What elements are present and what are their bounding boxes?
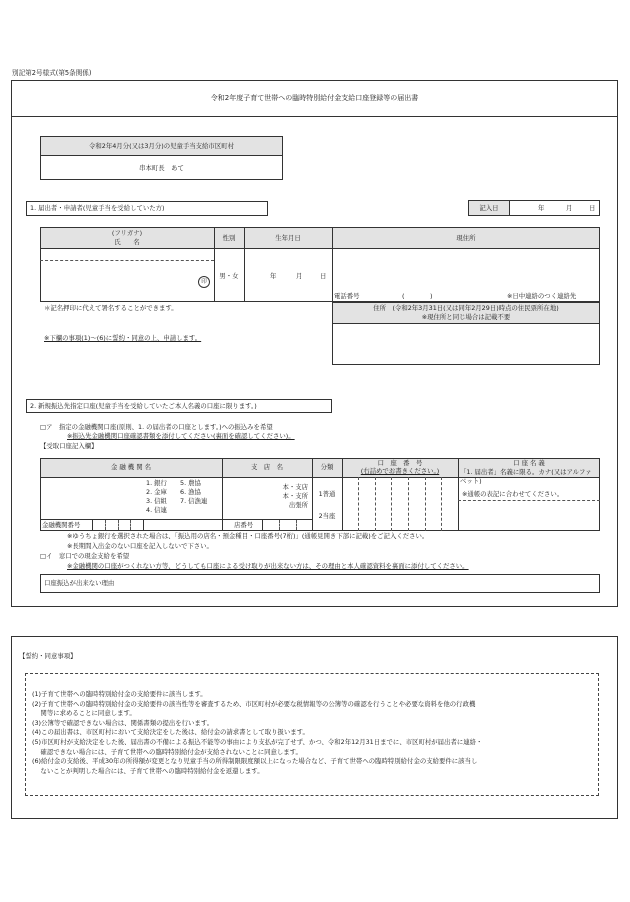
- pledge-item-2-cont: 関等に求めることに同意します。: [32, 709, 136, 718]
- pledge-item-2: (2)子育て世帯への臨時特別給付金の支給要件の該当性等を審査するため、市区町村が必要な税情報等の公簿等の確認を行うことや必要な資料を他の行政機: [32, 699, 476, 708]
- branch-code-label: 店番号: [234, 521, 254, 529]
- bank-type-nokyo[interactable]: 5. 農協: [180, 479, 201, 487]
- municipality-header: 令和2年4月分(又は3月分)の児童手当支給市区町村: [41, 137, 282, 156]
- consent-line: ※下欄の事項(1)〜(6)に誓約・同意の上、申請します。: [44, 334, 202, 342]
- address-input[interactable]: [334, 250, 598, 288]
- municipality-box: [40, 136, 283, 180]
- furigana-label: (フリガナ): [111, 229, 143, 237]
- bank-type-shinren[interactable]: 4. 信連: [146, 506, 167, 514]
- longterm-note: ※長期間入出金のない口座を記入しないで下さい。: [67, 542, 213, 550]
- reason-box[interactable]: [40, 574, 600, 593]
- branch-type-main[interactable]: 本・支店: [282, 483, 308, 491]
- holder-note: 「1. 届出者」名義に限る。カナ(又はアルファベット): [460, 468, 592, 485]
- col-bank: 金 融 機 関 名: [110, 463, 152, 471]
- reason-label: 口座振込が出来ない理由: [44, 579, 115, 587]
- furigana-input[interactable]: [42, 249, 212, 259]
- sex-value[interactable]: 男・女: [219, 272, 239, 280]
- col-branch: 支 店 名: [251, 463, 283, 471]
- date-label: 記入日: [469, 201, 510, 215]
- branch-code-boxes[interactable]: [262, 520, 313, 530]
- bank-type-gyokyo[interactable]: 6. 漁協: [180, 488, 201, 496]
- pledge-item-4: (4)この届出書は、市区町村において支給決定をした後は、給付金の請求書として取り扱います。: [32, 728, 309, 737]
- phone-note: ※日中連絡のつく連絡先: [507, 292, 577, 300]
- date-year[interactable]: 年: [538, 204, 545, 212]
- branch-type-office[interactable]: 本・支所: [282, 492, 308, 500]
- col-number: 口 座 番 号: [377, 459, 423, 467]
- account-number-boxes[interactable]: [342, 477, 458, 531]
- birth-year[interactable]: 年: [270, 272, 277, 280]
- sex-label: 性別: [222, 234, 236, 242]
- phone-label: 電話番号: [334, 292, 360, 300]
- signature-note: ＊記名押印に代えて署名することができます。: [44, 304, 178, 312]
- birth-label: 生年月日: [275, 234, 301, 242]
- bank-type-kinko[interactable]: 2. 金庫: [146, 488, 167, 496]
- birth-day[interactable]: 日: [320, 272, 327, 280]
- account-type-current[interactable]: 2当座: [318, 512, 336, 520]
- municipality-recipient: 串本町長 あて: [139, 164, 184, 172]
- pledge-item-5: (5)市区町村が支給決定をした後、届出書の不備による振込不能等の事由により支払が完了せず、かつ、令和2年12月31日までに、市区町村が届出者に連絡・: [32, 737, 483, 746]
- prev-address-label: 住所 (令和2年3月31日(又は同年2月29日)時点の住民票所在地): [373, 304, 559, 312]
- bank-name-input[interactable]: [42, 479, 142, 517]
- branch-name-input[interactable]: [224, 479, 274, 517]
- phone-paren-close: ): [430, 292, 433, 300]
- pledge-item-5-cont: 確認できない場合には、子育て世帯への臨時特別給付金が支給されないことに同意します。: [32, 747, 302, 756]
- bank-code-boxes[interactable]: [92, 520, 143, 530]
- option-a-note: ※振込先金融機関口座確認書類を添付してください(裏面を確認してください)。: [67, 432, 295, 440]
- col-holder: 口 座 名 義: [513, 459, 545, 467]
- yucho-note: ※ゆうちょ銀行を選択された場合は、「振込用の店名・預金種目・口座番号(7桁)」(通帳見開き下部に記載)をご記入ください。: [67, 532, 429, 540]
- name-label: 氏 名: [114, 238, 140, 246]
- date-day[interactable]: 日: [589, 204, 596, 212]
- bank-code-label: 金融機関番号: [42, 521, 81, 529]
- pledge-item-6: (6)給付金の支給後、平成30年の所得額が変更となり児童手当の所得制限限度額以上になった場合など、子育て世帯への臨時特別給付金の支給要件に該当し: [32, 757, 478, 766]
- pledge-item-1: (1)子育て世帯への臨時特別給付金の支給要件に該当します。: [32, 690, 207, 698]
- form-number: 別記第2号様式(第5条関係): [12, 69, 92, 77]
- bank-type-shinkumi[interactable]: 3. 信組: [146, 497, 167, 505]
- option-a-checkbox[interactable]: □ア 指定の金融機関口座(原則、1. の届出者の口座とします。)への振込みを希望: [40, 423, 273, 431]
- prev-address-input[interactable]: [334, 325, 598, 363]
- pledge-list: [25, 673, 599, 796]
- col-type: 分類: [320, 463, 334, 471]
- account-header: 【受取口座記入欄】: [40, 442, 98, 450]
- holder-name-input[interactable]: [460, 502, 598, 530]
- section2-title: 2. 新規振込先指定口座(児童手当を受給していたご本人名義の口座に限ります。): [26, 399, 332, 413]
- branch-type-outpost[interactable]: 出張所: [288, 501, 308, 509]
- col-number-sub: (右詰めでお書きください。): [360, 467, 440, 475]
- section1-title: 1. 届出者・申請者(児童手当を受給していた方): [26, 201, 268, 216]
- form-title: 令和2年度子育て世帯への臨時特別給付金支給口座登録等の届出書: [210, 94, 419, 102]
- pledge-item-3: (3)公簿等で確認できない場合は、関係書類の提出を行います。: [32, 718, 214, 727]
- holder-passbook-note: ※通帳の表記に合わせてください。: [462, 490, 564, 498]
- name-input[interactable]: [42, 262, 192, 298]
- bank-type-bank[interactable]: 1. 銀行: [146, 479, 167, 487]
- date-month[interactable]: 月: [566, 204, 573, 212]
- prev-address-note: ※現住所と同じ場合は記載不要: [421, 313, 511, 321]
- address-label: 現住所: [456, 234, 476, 242]
- pledge-title: 【誓約・同意事項】: [19, 652, 77, 660]
- option-b-checkbox[interactable]: □イ 窓口での現金支給を希望: [40, 552, 130, 560]
- date-box: [468, 200, 600, 216]
- birth-month[interactable]: 月: [296, 272, 303, 280]
- option-b-note: ※金融機関の口座がつくれない方等、どうしても口座による受け取りが出来ない方は、その理由と本人確認資料を裏面に添付してください。: [67, 562, 469, 570]
- seal-mark: 印: [198, 276, 210, 288]
- phone-paren-open: (: [402, 292, 405, 300]
- pledge-item-6-cont: ないことが判明した場合には、子育て世帯への臨時特別給付金を返還します。: [32, 766, 264, 775]
- bank-type-shingyoren[interactable]: 7. 信漁連: [180, 497, 208, 505]
- account-type-ordinary[interactable]: 1普通: [318, 490, 336, 498]
